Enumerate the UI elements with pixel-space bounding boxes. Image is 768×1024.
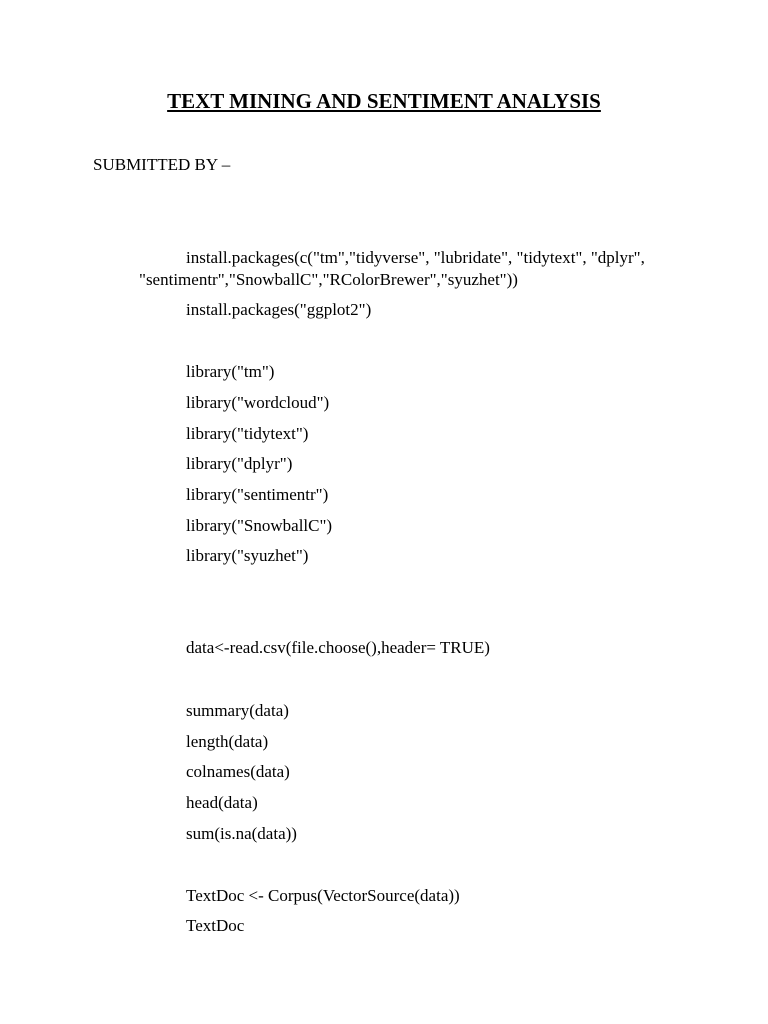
code-textdoc: TextDoc [186, 916, 245, 935]
code-corpus: TextDoc <- Corpus(VectorSource(data)) [186, 886, 460, 905]
code-colnames: colnames(data) [186, 762, 290, 781]
code-head: head(data) [186, 793, 258, 812]
code-library-sentimentr: library("sentimentr") [186, 485, 329, 504]
code-summary: summary(data) [186, 701, 289, 720]
code-library-tidytext: library("tidytext") [186, 424, 309, 443]
submitted-by-label: SUBMITTED BY – [93, 155, 231, 174]
code-install-ggplot2: install.packages("ggplot2") [186, 300, 372, 319]
code-library-syuzhet: library("syuzhet") [186, 546, 309, 565]
document-title: TEXT MINING AND SENTIMENT ANALYSIS [167, 89, 601, 113]
code-install-packages-line-1: install.packages(c("tm","tidyverse", "lubridate", "tidytext", "dplyr", [186, 248, 645, 267]
code-install-packages-line-2: "sentimentr","SnowballC","RColorBrewer","syuzhet")) [139, 270, 518, 289]
code-library-wordcloud: library("wordcloud") [186, 393, 330, 412]
code-read-csv: data<-read.csv(file.choose(),header= TRUE) [186, 638, 490, 657]
code-library-tm: library("tm") [186, 362, 275, 381]
code-length: length(data) [186, 732, 269, 751]
code-library-dplyr: library("dplyr") [186, 454, 293, 473]
code-sum-is-na: sum(is.na(data)) [186, 824, 297, 843]
code-library-snowballc: library("SnowballC") [186, 516, 333, 535]
